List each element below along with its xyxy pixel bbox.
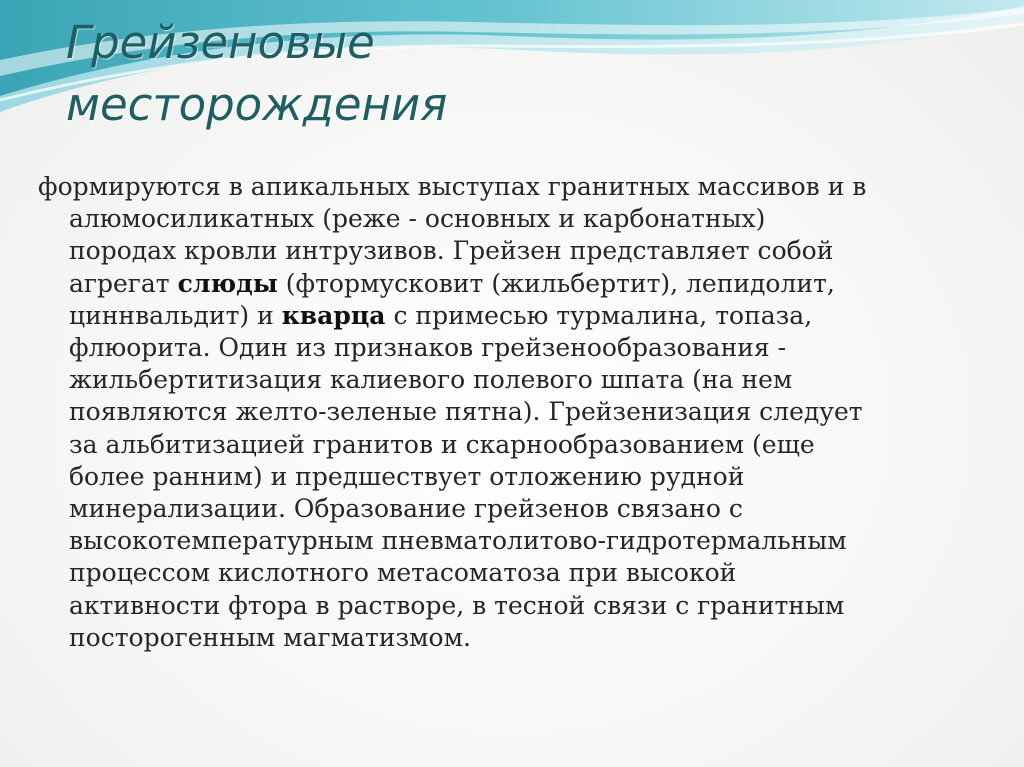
body-line-4-text-b: (фтормусковит (жильбертит), лепидолит, — [277, 268, 835, 298]
title-line-2: месторождения — [66, 78, 448, 131]
body-line-11: минерализации. Образование грейзенов связано с — [69, 494, 743, 524]
body-line-8: появляются желто-зеленые пятна). Грейзенизация следует — [69, 397, 863, 427]
body-line-13: процессом кислотного метасоматоза при высокой — [69, 558, 737, 588]
slide-title — [66, 12, 766, 136]
body-line-10: более ранним) и предшествует отложению рудной — [69, 461, 745, 491]
body-line-2: алюмосиликатных (реже - основных и карбонатных) — [69, 204, 766, 234]
body-line-4 — [38, 268, 1008, 300]
body-line-1: формируются в апикальных выступах гранитных массивов и в — [38, 172, 867, 201]
body-line-5 — [38, 300, 1008, 332]
body-paragraph — [38, 171, 1008, 654]
body-line-6: флюорита. Один из признаков грейзенообразования - — [69, 333, 787, 363]
title-line-1: Грейзеновые — [66, 16, 375, 69]
bold-term-quartz: кварца — [281, 300, 386, 330]
body-line-14: активности фтора в растворе, в тесной связи с гранитным — [69, 590, 845, 620]
body-line-5-text-a: циннвальдит) и — [69, 300, 282, 330]
body-line-3: породах кровли интрузивов. Грейзен представляет собой — [69, 236, 834, 266]
bold-term-mica: слюды — [177, 268, 278, 298]
body-line-5-text-b: с примесью турмалина, топаза, — [385, 300, 813, 330]
body-line-4-text-a: агрегат — [69, 268, 178, 298]
body-line-15: посторогенным магматизмом. — [69, 622, 471, 652]
body-line-9: за альбитизацией гранитов и скарнообразованием (еще — [69, 429, 815, 459]
body-line-12: высокотемпературным пневматолитово-гидротермальным — [69, 526, 847, 556]
body-line-7: жильбертитизация калиевого полевого шпата (на нем — [69, 365, 793, 395]
